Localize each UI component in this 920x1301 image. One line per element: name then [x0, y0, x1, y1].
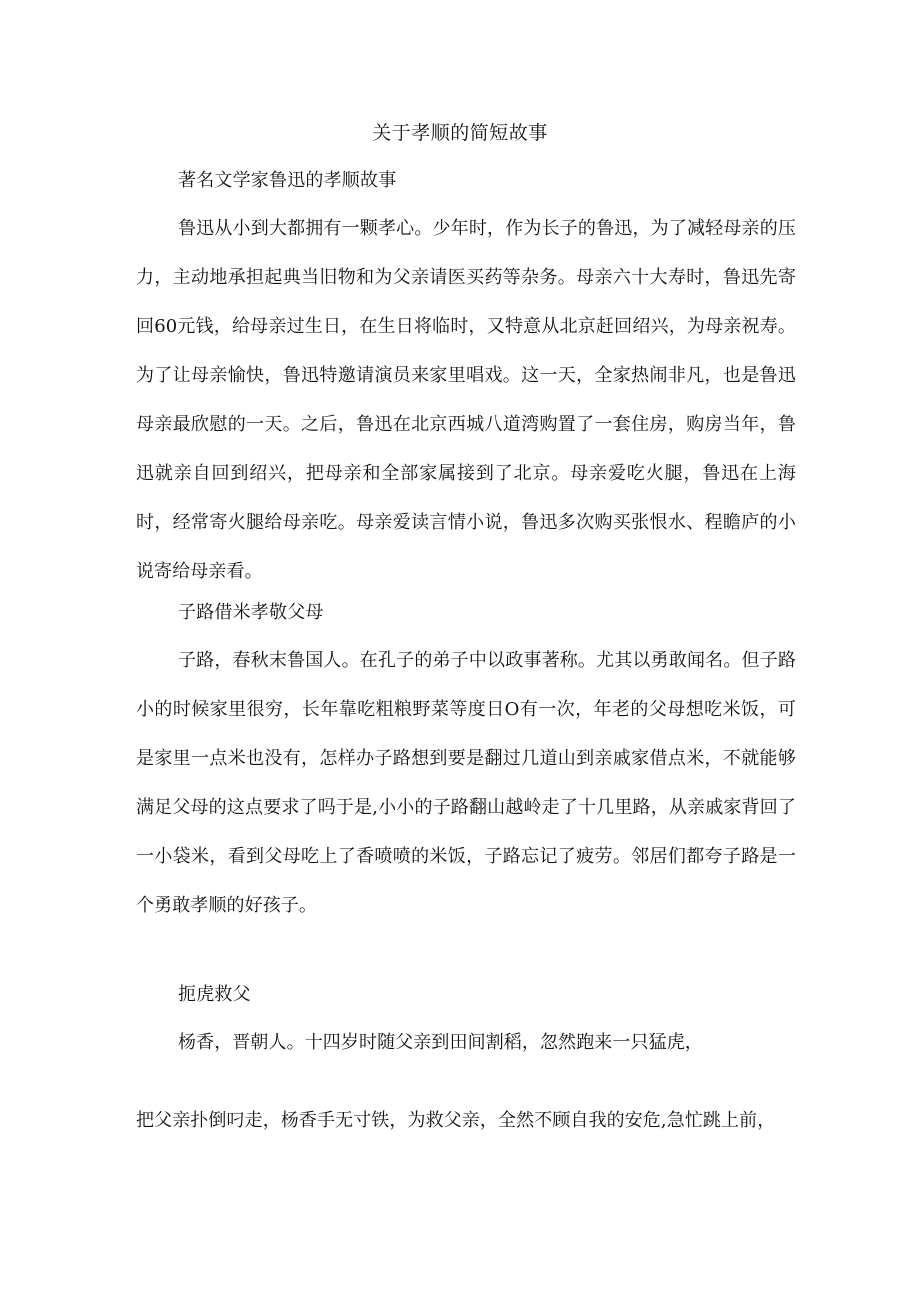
section-paragraph-yang-xiang: 杨香，晋朝人。十四岁时随父亲到田间割稻，忽然跑来一只猛虎，	[178, 1032, 703, 1053]
section-heading-zi-lu: 子路借米孝敬父母	[178, 602, 324, 623]
section-paragraph-zi-lu: 子路，春秋末鲁国人。在孔子的弟子中以政事著称。尤其以勇敢闻名。但子路小的时候家里很穷，长年靠吃粗粮野菜等度日O有一次，年老的父母想吃米饭，可是家里一点米也没有，怎样办子路想到要是翻过几道山到亲戚家借点米，不就能够满足父母的这点要求了吗于是,小小的子路翻山越岭走了十几里路，从亲戚家背回了一小袋米，看到父母吃上了香喷喷的米饭，子路忘记了疲劳。邻居们都夸子路是一个勇敢孝顺的好孩子。	[136, 650, 796, 916]
section-heading-yang-xiang: 扼虎救父	[178, 984, 251, 1005]
section-paragraph-yang-xiang-continuation: 把父亲扑倒叼走，杨香手无寸铁，为救父亲，全然不顾自我的安危,急忙跳上前，	[136, 1110, 776, 1131]
section-heading-lu-xun: 著名文学家鲁迅的孝顺故事	[178, 170, 397, 191]
section-paragraph-lu-xun: 鲁迅从小到大都拥有一颗孝心。少年时，作为长子的鲁迅，为了减轻母亲的压力，主动地承担起典当旧物和为父亲请医买药等杂务。母亲六十大寿时，鲁迅先寄回60元钱，给母亲过生日，在生日将临时，又特意从北京赶回绍兴，为母亲祝寿。为了让母亲愉快，鲁迅特邀请演员来家里唱戏。这一天，全家热闹非凡，也是鲁迅母亲最欣慰的一天。之后，鲁迅在北京西城八道湾购置了一套住房，购房当年，鲁迅就亲自回到绍兴，把母亲和全部家属接到了北京。母亲爱吃火腿，鲁迅在上海时，经常寄火腿给母亲吃。母亲爱读言情小说，鲁迅多次购买张恨水、程瞻庐的小说寄给母亲看。	[136, 218, 796, 582]
document-title: 关于孝顺的简短故事	[372, 122, 548, 144]
